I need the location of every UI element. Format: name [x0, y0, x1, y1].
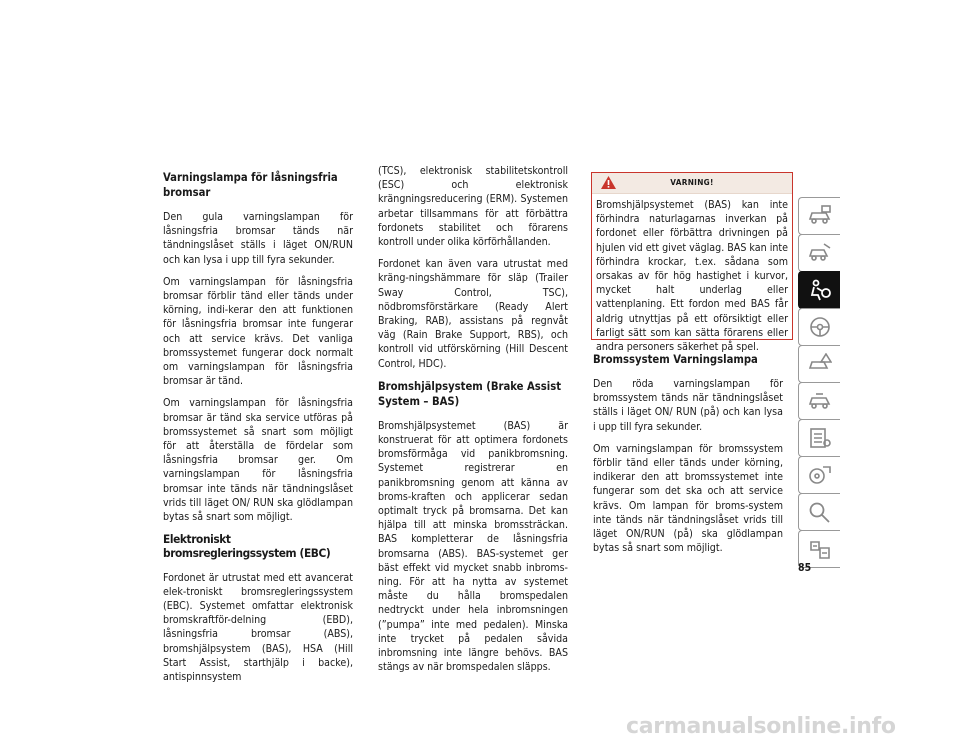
paragraph: Den röda varningslampan för bromssystem tänds när tändningslåset ställs i läget ON/ RUN (på) och kan lysa i upp till fyra sekunder. — [593, 378, 783, 433]
right-column — [593, 352, 783, 563]
paragraph: Om varningslampan för låsningsfria bromsar förblir tänd eller tänds under körning, indi-kerar den att funktionen för låsningsfria bromsar inte fungerar och att service krävs. Det vanliga bromssystemet fungerar dock normalt om varningslampan för låsningsfria bromsar är tänd. — [163, 275, 353, 388]
warning-car-icon[interactable] — [798, 345, 840, 383]
warning-header — [592, 173, 792, 194]
multimedia-icon[interactable] — [798, 456, 840, 494]
section-heading-ebc: Elektroniskt bromsregleringssystem (EBC) — [163, 532, 331, 561]
warning-box — [591, 172, 793, 354]
warning-text: Bromshjälpsystemet (BAS) kan inte förhindra naturlagarnas inverkan på fordonet eller förbättra drivningen på hjulen vid ett givet väglag. BAS kan inte förhindra krockar, t.ex. sådana som orsakas av för hög hastighet i kurvor, mycket halt underlag eller vattenplaning. Ett fordon med BAS får aldrig utnyttjas på ett oförsiktigt eller farligt sätt som kan sätta förarens eller andra personers säkerhet på spel. — [596, 199, 788, 354]
warning-title: VARNING! — [670, 177, 714, 187]
page-number: 85 — [798, 562, 812, 574]
middle-column — [378, 164, 568, 683]
airbag-safety-icon[interactable] — [798, 271, 840, 309]
paragraph: Bromshjälpsystemet (BAS) är konstruerat för att optimera fordonets bromsförmåga vid panikbromsning. Systemet registrerar en panikbromsning genom att känna av broms-kraften och applicerar sedan optimalt tryck på bromsarna. Det kan hjälpa till att minska bromssträckan. BAS kompletterar de låsningsfria bromsarna (ABS). BAS-systemet ger bäst effekt vid mycket snabb inbroms-ning. För att ha nytta av systemet måste du hålla bromspedalen nedtryckt under hela inbromsningen (”pumpa” inte med pedalen). Minska inte trycket på pedalen såvida inbromsning inte längre behövs. BAS stängs av när bromspedalen släpps. — [378, 419, 568, 674]
car-service-icon[interactable] — [798, 382, 840, 420]
specifications-list-icon[interactable] — [798, 419, 840, 457]
section-heading-bas: Bromshjälpsystem (Brake Assist System – BAS) — [378, 379, 562, 408]
car-info-icon[interactable] — [798, 197, 840, 235]
paragraph: (TCS), elektronisk stabilitetskontroll (ESC) och elektronisk krängningsreducering (ERM). Systemen arbetar tillsammans för att förbättra fordonets stabilitet och förarens kontroll under olika körförhållanden. — [378, 165, 568, 249]
search-index-icon[interactable] — [798, 493, 840, 531]
section-heading-abs-lamp: Varningslampa för låsningsfria bromsar — [163, 171, 338, 199]
left-column — [163, 170, 353, 692]
paragraph: Om varningslampan för låsningsfria bromsar är tänd ska service utföras på bromssystemet så snart som möjligt för att återställa de fördelar som låsningsfria bromsar ger. Om varningslampan för låsningsfria bromsar inte tänds när tändningslåset vrids till läget ON/ RUN ska glödlampan bytas så snart som möjligt. — [163, 397, 353, 524]
paragraph: Om varningslampan för bromssystem förblir tänd eller tänds under körning, indikerar den att bromssystemet inte fungerar som det ska och att service krävs. Om lampan för broms-system inte tänds när tändningslåset vrids till läget ON/RUN (på) ska glödlampan bytas så snart som möjligt. — [593, 442, 783, 555]
paragraph: Den gula varningslampan för låsningsfria bromsar tänds när tändningslåset ställs i läget ON/RUN och kan lysa i upp till fyra sekunder. — [163, 211, 353, 266]
steering-wheel-icon[interactable] — [798, 308, 840, 346]
paragraph: Fordonet kan även vara utrustat med kräng-ningshämmare för släp (Trailer Sway Control, TSC), nödbromsförstärkare (Ready Alert Braking, RAB), assistans på regnvåt väg (Rain Brake Support, RBS), och kontroll vid utförskörning (Hill Descent Control, HDC). — [378, 258, 568, 370]
paragraph: Fordonet är utrustat med ett avancerat elek-troniskt bromsregleringssystem (EBC). Systemet omfattar elektronisk bromskraftför-delning (EBD), låsningsfria bromsar (ABS), bromshjälpsystem (BAS), HSA (Hill Start Assist, starthjälp i backe), antispinnsystem — [163, 571, 353, 684]
car-key-icon[interactable] — [798, 234, 840, 272]
section-heading-brake-lamp: Bromssystem Varningslampa — [593, 353, 758, 366]
watermark: carmanualsonline.info — [626, 714, 896, 739]
